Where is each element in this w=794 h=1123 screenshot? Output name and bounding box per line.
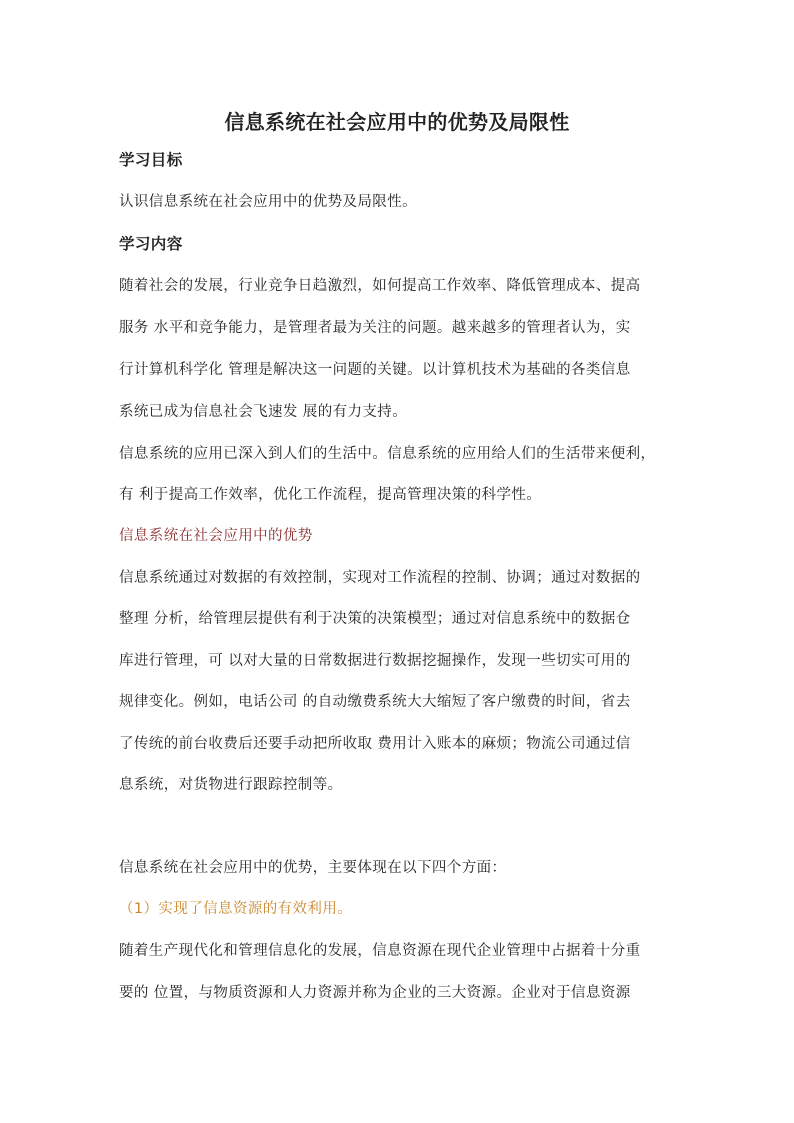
paragraph-line: 了传统的前台收费后还要手动把所收取 费用计入账本的麻烦；物流公司通过信 bbox=[119, 736, 631, 752]
paragraph-line: 随着生产现代化和管理信息化的发展，信息资源在现代企业管理中占据着十分重 bbox=[119, 943, 641, 959]
paragraph-line: 系统已成为信息社会飞速发 展的有力支持。 bbox=[119, 404, 408, 420]
paragraph-line: 服务 水平和竞争能力，是管理者最为关注的问题。越来越多的管理者认为，实 bbox=[119, 320, 631, 336]
document-title: 信息系统在社会应用中的优势及局限性 bbox=[224, 110, 570, 134]
subsection-heading-advantages: 信息系统在社会应用中的优势 bbox=[119, 528, 313, 544]
paragraph-line: 信息系统在社会应用中的优势，主要体现在以下四个方面： bbox=[119, 860, 507, 876]
section-heading-goals: 学习目标 bbox=[119, 151, 183, 169]
list-item-heading-1: （1）实现了信息资源的有效利用。 bbox=[119, 901, 353, 917]
paragraph-line: 行计算机科学化 管理是解决这一问题的关键。以计算机技术为基础的各类信息 bbox=[119, 362, 631, 378]
section-heading-content: 学习内容 bbox=[119, 235, 183, 253]
paragraph-line: 整理 分析，给管理层提供有利于决策的决策模型；通过对信息系统中的数据仓 bbox=[119, 611, 631, 627]
paragraph-line: 随着社会的发展，行业竞争日趋激烈，如何提高工作效率、降低管理成本、提高 bbox=[119, 278, 641, 294]
paragraph-line: 库进行管理，可 以对大量的日常数据进行数据挖掘操作，发现一些切实可用的 bbox=[119, 653, 631, 669]
paragraph-line: 规律变化。例如，电话公司 的自动缴费系统大大缩短了客户缴费的时间，省去 bbox=[119, 694, 631, 710]
paragraph-line: 有 利于提高工作效率，优化工作流程，提高管理决策的科学性。 bbox=[119, 487, 542, 503]
paragraph-line: 息系统，对货物进行跟踪控制等。 bbox=[119, 777, 343, 793]
paragraph-line: 认识信息系统在社会应用中的优势及局限性。 bbox=[119, 194, 417, 210]
paragraph-line: 信息系统的应用已深入到人们的生活中。信息系统的应用给人们的生活带来便利， bbox=[119, 446, 656, 462]
paragraph-line: 信息系统通过对数据的有效控制，实现对工作流程的控制、协调；通过对数据的 bbox=[119, 570, 641, 586]
paragraph-line: 要的 位置，与物质资源和人力资源并称为企业的三大资源。企业对于信息资源 bbox=[119, 985, 631, 1001]
